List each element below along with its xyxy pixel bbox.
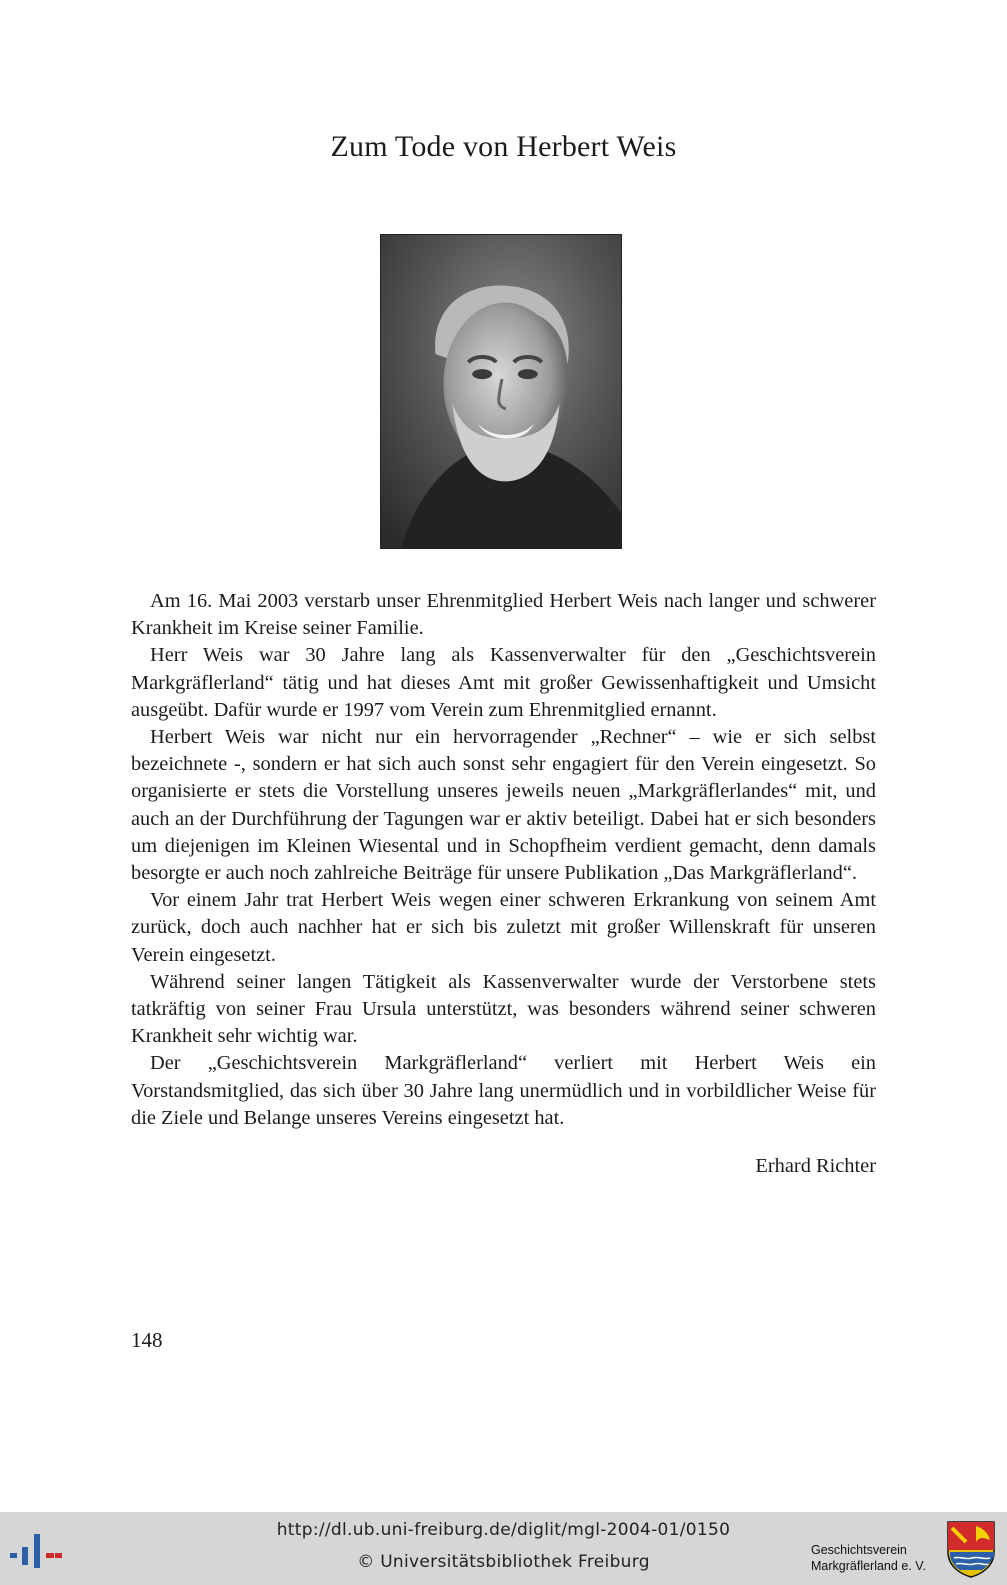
footer-bar [0, 1512, 1007, 1585]
page-title: Zum Tode von Herbert Weis [330, 130, 677, 163]
portrait-photo [380, 234, 622, 549]
paragraph: Herbert Weis war nicht nur ein hervorragender „Rechner“ – wie er sich selbst bezeichnete -, sondern er hat sich auch sonst sehr engagiert für den Verein eingesetzt. So organisierte er stets die Vorstellung unseres jeweils neuen „Markgräflerlandes“ mit, und auch an der Durchführung der Tagungen war er aktiv beteiligt. Dabei hat er sich besonders um diejenigen im Kleinen Wiesental und in Schopfheim verdient gemacht, denn damals besorgte er auch noch zahlreiche Beiträge für unsere Publikation „Das Markgräflerland“. [131, 726, 876, 885]
page-number: 148 [131, 1328, 163, 1352]
paragraph: Während seiner langen Tätigkeit als Kassenverwalter wurde der Verstorbene stets tatkräftig von seiner Frau Ursula unterstützt, was besonders während seiner schweren Krankheit sehr wichtig war. [131, 970, 876, 1048]
paragraph: Der „Geschichtsverein Markgräflerland“ verliert mit Herbert Weis ein Vorstandsmitglied, das sich über 30 Jahre lang unermüdlich und in vorbildlicher Weise für die Ziele und Belange unseres Vereins eingesetzt hat. [131, 1052, 876, 1129]
society-name-line2: Markgräflerland e. V. [811, 1559, 926, 1573]
article-body [131, 588, 876, 1132]
paragraph: Vor einem Jahr trat Herbert Weis wegen einer schweren Erkrankung von seinem Amt zurück, doch auch nachher hat er sich bis zuletzt mit großer Willenskraft für unseren Verein eingesetzt. [131, 889, 876, 966]
paragraph: Herr Weis war 30 Jahre lang als Kassenverwalter für den „Geschichtsverein Markgräflerland“ tätig und hat dieses Amt mit großer Gewissenhaftigkeit und Umsicht ausgeübt. Dafür wurde er 1997 vom Verein zum Ehrenmitglied ernannt. [131, 644, 876, 721]
coat-of-arms-icon[interactable] [946, 1520, 996, 1578]
copyright-notice: © Universitätsbibliothek Freiburg [357, 1552, 650, 1572]
paragraph: Am 16. Mai 2003 verstarb unser Ehrenmitglied Herbert Weis nach langer und schwerer Krankheit im Kreise seiner Familie. [131, 590, 876, 640]
portrait-illustration [381, 235, 621, 548]
society-name [811, 1542, 941, 1574]
author-signature: Erhard Richter [755, 1155, 876, 1177]
society-name-line1: Geschichtsverein [811, 1543, 907, 1557]
document-url-link[interactable]: http://dl.ub.uni-freiburg.de/diglit/mgl-2004-01/0150 [276, 1520, 731, 1540]
